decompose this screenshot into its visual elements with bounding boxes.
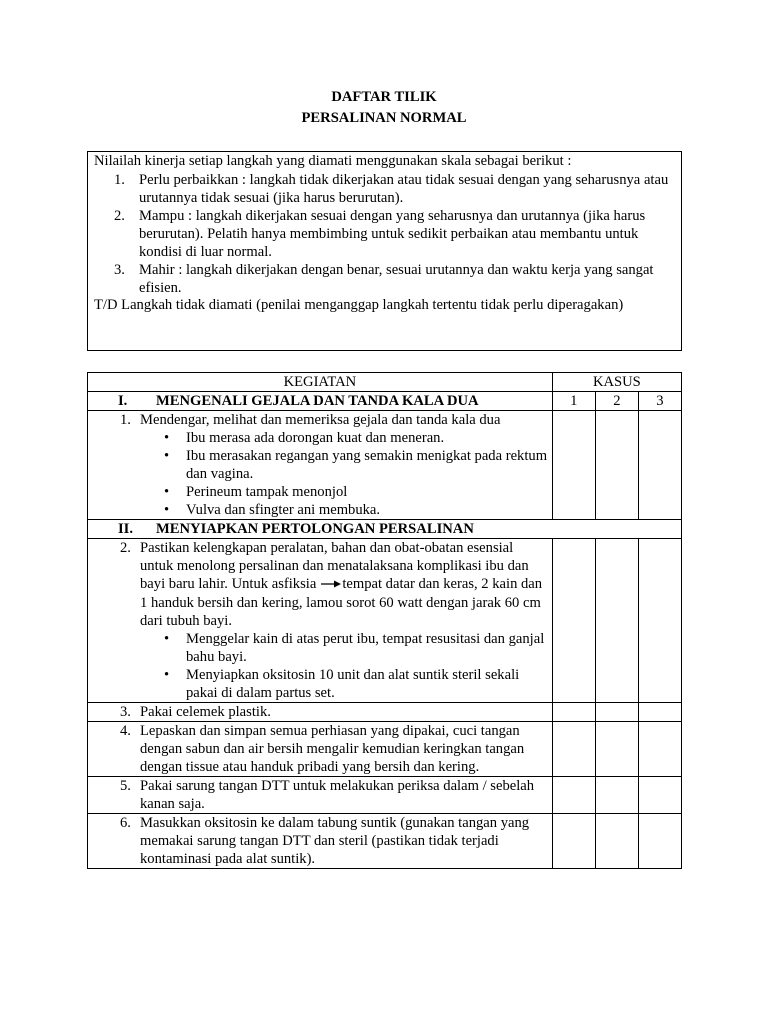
step-text-continued: tempat datar dan keras, 2 kain dan 1 handuk bersih dan kering, lamou sorot 60 watt dengan jarak 60 cm dari tubuh bayi. xyxy=(140,576,543,629)
header-kasus: KASUS xyxy=(552,373,681,392)
scale-item-number: 2. xyxy=(114,208,125,224)
case-cell[interactable] xyxy=(552,411,595,520)
case-cell[interactable] xyxy=(552,702,595,721)
case-cell[interactable] xyxy=(638,411,681,520)
step-number: 1. xyxy=(120,412,131,428)
scale-list xyxy=(88,171,681,297)
bullet-list xyxy=(88,429,552,519)
table-row xyxy=(88,721,682,776)
table-row xyxy=(88,813,682,868)
header-kegiatan: KEGIATAN xyxy=(88,373,553,392)
step-cell xyxy=(88,813,553,868)
case-cell[interactable] xyxy=(595,702,638,721)
section-heading xyxy=(88,392,553,411)
bullet-item: • Menyiapkan oksitosin 10 unit dan alat suntik steril sekali pakai di dalam partus set. xyxy=(164,666,520,701)
case-cell[interactable] xyxy=(595,721,638,776)
case-cell[interactable] xyxy=(552,776,595,813)
bullet-list xyxy=(88,630,552,702)
section-roman: I. xyxy=(118,393,128,409)
checklist-table xyxy=(87,372,682,869)
case-number: 3 xyxy=(638,392,681,411)
case-cell[interactable] xyxy=(638,702,681,721)
scale-item xyxy=(88,171,681,207)
step-cell xyxy=(88,411,553,520)
case-cell[interactable] xyxy=(552,721,595,776)
case-cell[interactable] xyxy=(638,539,681,703)
instructions-box xyxy=(87,151,682,351)
step-number: 4. xyxy=(120,722,131,739)
case-cell[interactable] xyxy=(595,813,638,868)
scale-item-text: Mampu : langkah dikerjakan sesuai dengan yang seharusnya dan urutannya (jika harus berurutan). Pelatih hanya membimbing untuk sedikit perbaikan atau membantu untuk kondisi di luar normal. xyxy=(139,208,646,260)
case-cell[interactable] xyxy=(638,813,681,868)
scale-item xyxy=(88,261,681,297)
document-title: DAFTAR TILIK xyxy=(331,89,437,105)
table-row xyxy=(88,411,682,520)
bullet-item: • Ibu merasa ada dorongan kuat dan meneran. xyxy=(164,430,445,446)
step-number: 6. xyxy=(120,814,131,831)
document-subtitle: PERSALINAN NORMAL xyxy=(301,110,467,126)
table-row xyxy=(88,776,682,813)
scale-item-text: Mahir : langkah dikerjakan dengan benar, sesuai urutannya dan waktu kerja yang sangat efisien. xyxy=(139,262,654,296)
step-text: Masukkan oksitosin ke dalam tabung suntik (gunakan tangan yang memakai sarung tangan DTT dan steril (pastikan tidak terjadi kontaminasi pada alat suntik). xyxy=(140,814,530,867)
step-cell xyxy=(88,721,553,776)
case-cell[interactable] xyxy=(638,721,681,776)
step-text: Pakai celemek plastik. xyxy=(140,703,271,720)
case-cell[interactable] xyxy=(595,776,638,813)
step-cell xyxy=(88,776,553,813)
case-cell[interactable] xyxy=(595,539,638,703)
case-cell[interactable] xyxy=(638,776,681,813)
table-row xyxy=(88,702,682,721)
bullet-icon: • xyxy=(164,666,170,683)
scale-item-number: 1. xyxy=(114,172,125,188)
table-row xyxy=(88,539,682,703)
bullet-item: • Perineum tampak menonjol xyxy=(164,484,348,500)
step-cell xyxy=(88,539,553,703)
step-text: Lepaskan dan simpan semua perhiasan yang dipakai, cuci tangan dengan sabun dan air bersih mengalir kemudian keringkan tangan dengan tissue atau handuk pribadi yang bersih dan kering. xyxy=(140,722,525,775)
bullet-icon: • xyxy=(164,484,170,500)
bullet-icon: • xyxy=(164,502,170,518)
bullet-item: • Vulva dan sfingter ani membuka. xyxy=(164,502,381,518)
step-number: 2. xyxy=(120,540,131,556)
section-title: MENGENALI GEJALA DAN TANDA KALA DUA xyxy=(156,393,479,409)
bullet-item: • Menggelar kain di atas perut ibu, tempat resusitasi dan ganjal bahu bayi. xyxy=(164,630,545,665)
step-number: 5. xyxy=(120,777,131,794)
step-text: Pakai sarung tangan DTT untuk melakukan periksa dalam / sebelah kanan saja. xyxy=(140,777,535,812)
case-number: 2 xyxy=(595,392,638,411)
step-cell xyxy=(88,702,553,721)
step-text: Pastikan kelengkapan peralatan, bahan dan obat-obatan esensial untuk menolong persalinan dan menatalaksana komplikasi ibu dan bayi baru lahir. Untuk asfiksia xyxy=(140,540,529,592)
scale-item-text: Perlu perbaikkan : langkah tidak dikerjakan atau tidak sesuai dengan yang seharusnya atau urutannya tidak sesuai (jika harus berurutan). xyxy=(139,172,669,206)
td-note: T/D Langkah tidak diamati (penilai menganggap langkah tertentu tidak perlu diperagakan) xyxy=(94,297,624,313)
section-heading xyxy=(88,520,682,539)
case-cell[interactable] xyxy=(552,813,595,868)
case-number: 1 xyxy=(552,392,595,411)
case-cell[interactable] xyxy=(595,411,638,520)
step-text: Mendengar, melihat dan memeriksa gejala dan tanda kala dua xyxy=(140,412,501,428)
section-roman: II. xyxy=(118,521,134,537)
bullet-icon: • xyxy=(164,630,170,647)
section-title: MENYIAPKAN PERTOLONGAN PERSALINAN xyxy=(156,521,474,537)
arrow-right-icon xyxy=(320,576,342,594)
bullet-icon: • xyxy=(164,448,170,464)
scale-item-number: 3. xyxy=(114,262,125,278)
bullet-icon: • xyxy=(164,430,170,446)
step-number: 3. xyxy=(120,703,131,720)
bullet-item: • Ibu merasakan regangan yang semakin menigkat pada rektum dan vagina. xyxy=(164,448,548,482)
scale-item xyxy=(88,207,681,261)
case-cell[interactable] xyxy=(552,539,595,703)
instructions-intro: Nilailah kinerja setiap langkah yang diamati menggunakan skala sebagai berikut : xyxy=(94,153,572,169)
